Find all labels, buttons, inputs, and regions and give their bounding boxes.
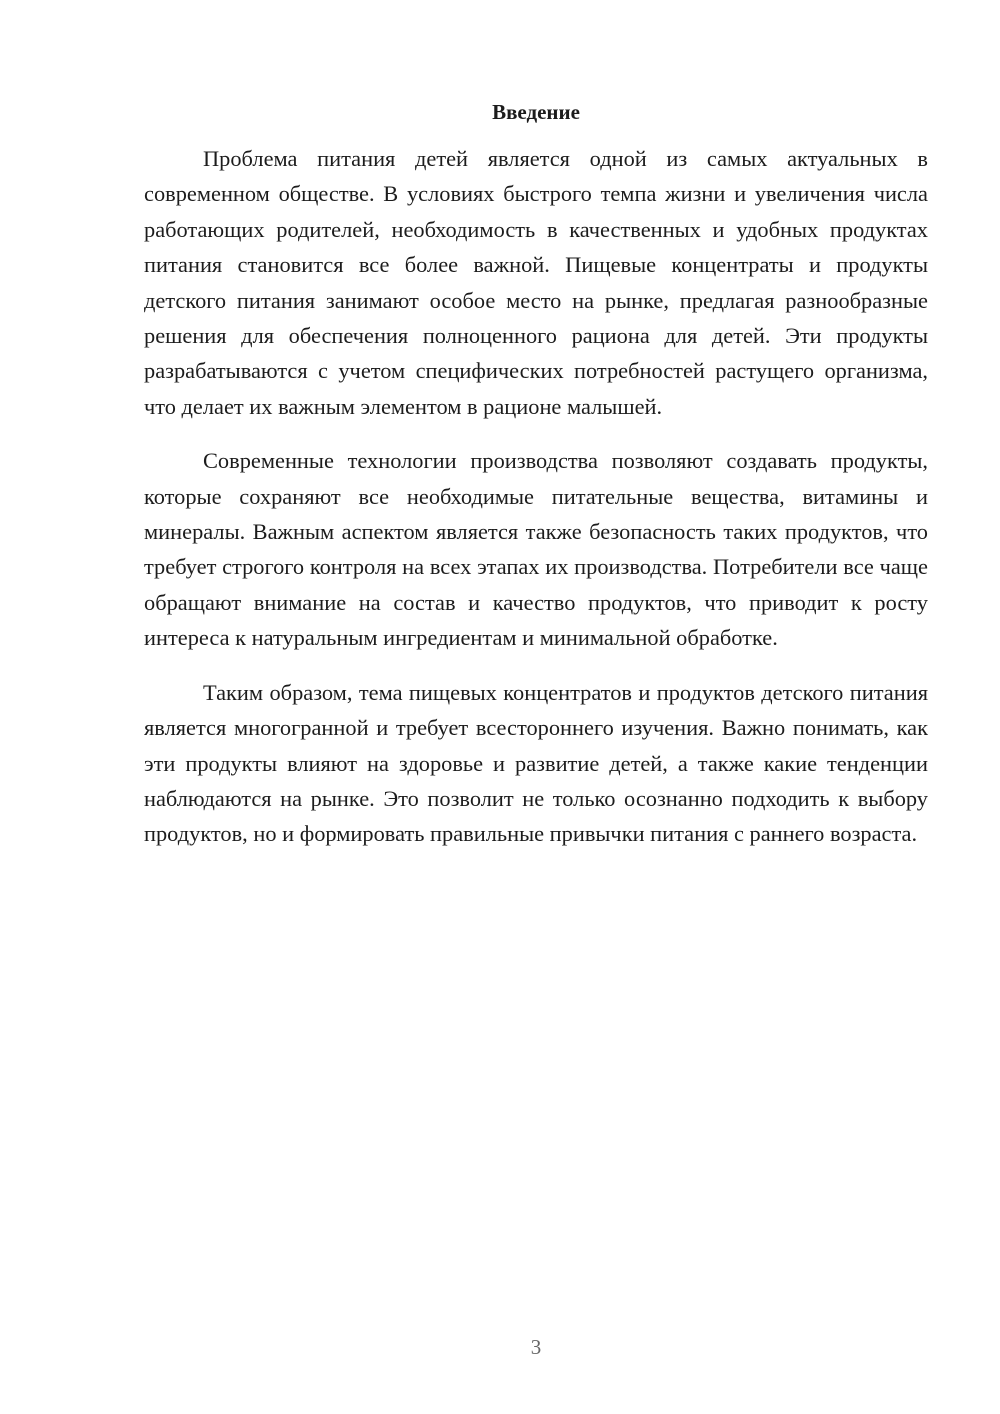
- paragraph-1: Проблема питания детей является одной из самых актуальных в современном обществе. В условиях быстрого темпа жизни и увеличения числа работающих родителей, необходимость в качественных и удобных продуктах питания становится все более важной. Пищевые концентраты и продукты детского питания занимают особое место на рынке, предлагая разнообразные решения для обеспечения полноценного рациона для детей. Эти продукты разрабатываются с учетом специфических потребностей растущего организма, что делает их важным элементом в рационе малышей.: [144, 146, 928, 419]
- page-number: 3: [530, 1335, 542, 1359]
- page-title: Введение: [492, 100, 580, 124]
- paragraph-3: Таким образом, тема пищевых концентратов и продуктов детского питания является многогранной и требует всестороннего изучения. Важно понимать, как эти продукты влияют на здоровье и развитие детей, а также какие тенденции наблюдаются на рынке. Это позволит не только осознанно подходить к выбору продуктов, но и формировать правильные привычки питания с раннего возраста.: [144, 679, 928, 847]
- paragraph-2: Современные технологии производства позволяют создавать продукты, которые сохраняют все необходимые питательные вещества, витамины и минералы. Важным аспектом является также безопасность таких продуктов, что требует строгого контроля на всех этапах их производства. Потребители все чаще обращают внимание на состав и качество продуктов, что приводит к росту интереса к натуральным ингредиентам и минимальной обработке.: [144, 448, 928, 651]
- document-body: [144, 141, 928, 871]
